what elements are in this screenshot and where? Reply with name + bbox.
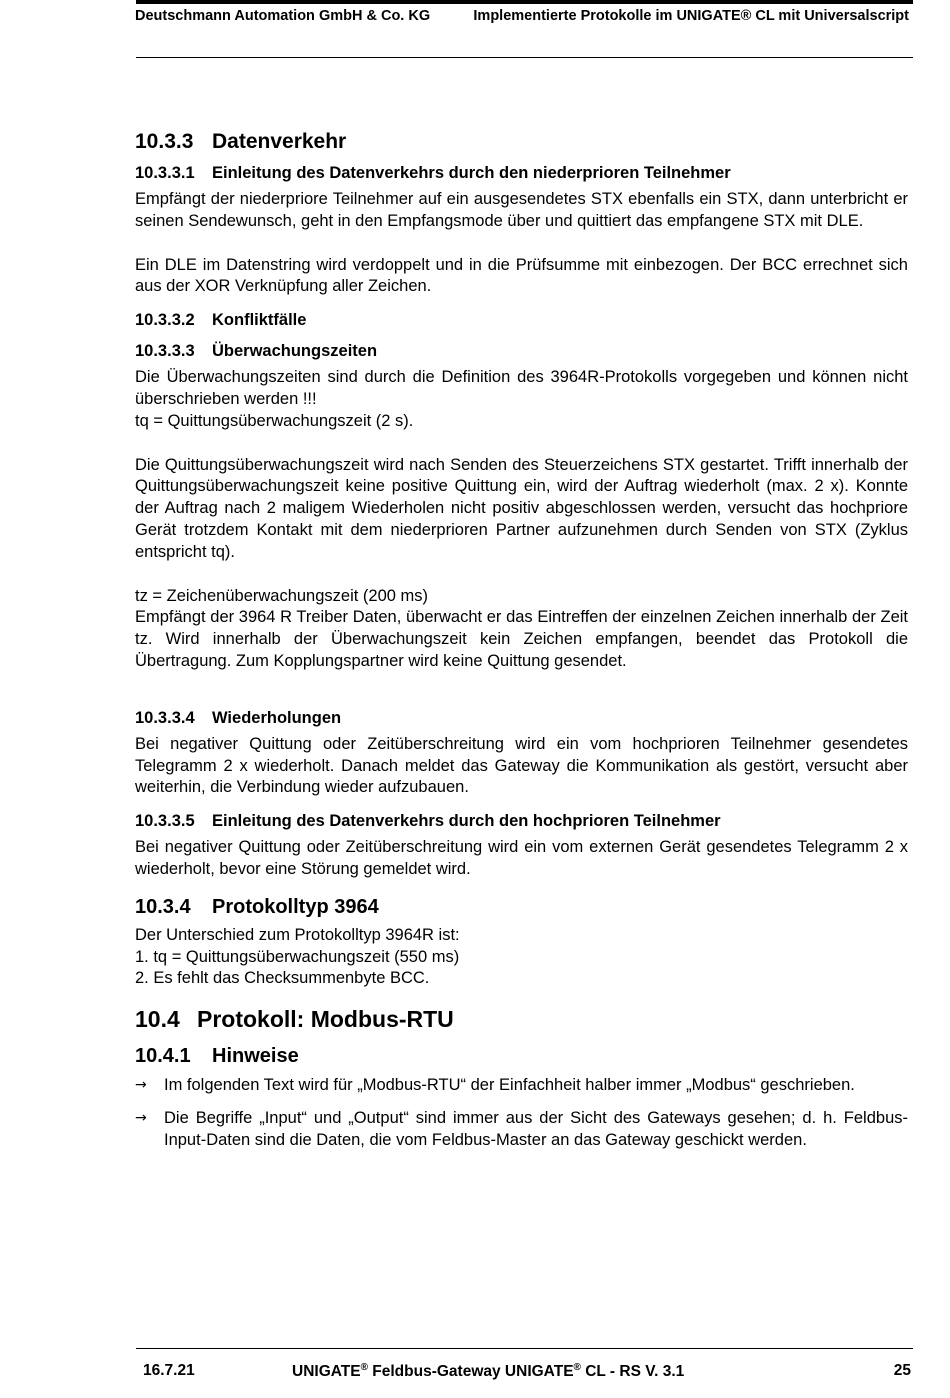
footer-title-part: Feldbus-Gateway UNIGATE [367, 1363, 574, 1381]
footer-title-part: CL - RS V. 3.1 [580, 1363, 685, 1381]
registered-mark: ® [360, 1362, 368, 1373]
heading-10-4 [135, 1004, 908, 1034]
paragraph: Die Quittungsüberwachungszeit wird nach Senden des Steuerzeichens STX gestartet. Trifft innerhalb der Quittungsüberwachungszeit keine positive Quittung ein, wird der Auftrag wiederholt (max. 2 x). Konnte der Auftrag nach 2 maligem Wiederholen nicht positiv abgeschlossen werden, versucht das hochpriore Gerät trotzdem Kontakt mit dem niederprioren Partner aufzunehmen durch Senden von STX (Zyklus entspricht tq). [135, 455, 908, 561]
page-number: 25 [893, 1362, 911, 1379]
heading-number: 10.4.1 [135, 1045, 191, 1068]
paragraph: Die Überwachungszeiten sind durch die Definition des 3964R-Protokolls vorgegeben und können nicht überschrieben werden !!! [135, 368, 908, 408]
heading-title: Einleitung des Datenverkehrs durch den hochprioren Teilnehmer [212, 812, 721, 831]
heading-10-3-3-5 [135, 810, 908, 832]
paragraph: Bei negativer Quittung oder Zeitüberschreitung wird ein vom externen Gerät gesendetes Telegramm 2 x wiederholt, bevor eine Störung gemeldet wird. [135, 838, 908, 878]
heading-number: 10.3.3.2 [135, 311, 195, 330]
footer-title-part: UNIGATE [292, 1363, 361, 1381]
heading-number: 10.3.3.3 [135, 342, 195, 361]
list-item-text: Die Begriffe „Input“ und „Output“ sind immer aus der Sicht des Gateways gesehen; d. h. Feldbus-Input-Daten sind die Daten, die vom Feldbus-Master an das Gateway geschickt werden. [164, 1108, 908, 1149]
heading-10-3-3-4 [135, 707, 908, 729]
paragraph: 1. tq = Quittungsüberwachungszeit (550 ms) [135, 947, 460, 966]
footer-date: 16.7.21 [143, 1362, 195, 1379]
right-arrow-icon: → [135, 1077, 147, 1094]
header-company: Deutschmann Automation GmbH & Co. KG [135, 8, 431, 24]
paragraph: tq = Quittungsüberwachungszeit (2 s). [135, 411, 414, 430]
list-item-text: Im folgenden Text wird für „Modbus-RTU“ der Einfachheit halber immer „Modbus“ geschrieben. [164, 1076, 855, 1095]
heading-title: Einleitung des Datenverkehrs durch den niederprioren Teilnehmer [212, 164, 731, 182]
heading-10-3-3-1 [135, 162, 908, 184]
list-item [135, 1075, 908, 1097]
heading-number: 10.3.4 [135, 895, 191, 918]
heading-title: Überwachungszeiten [212, 342, 378, 361]
heading-title: Wiederholungen [212, 708, 342, 727]
paragraph: Ein DLE im Datenstring wird verdoppelt und in die Prüfsumme mit einbezogen. Der BCC errechnet sich aus der XOR Verknüpfung aller Zeichen. [135, 255, 908, 296]
paragraph: tz = Zeichenüberwachungszeit (200 ms) [135, 586, 429, 605]
paragraph: Der Unterschied zum Protokolltyp 3964R ist: [135, 925, 460, 944]
heading-10-3-4 [135, 893, 908, 921]
heading-number: 10.3.3 [135, 130, 194, 153]
heading-number: 10.3.3.1 [135, 164, 195, 182]
heading-number: 10.4 [135, 1006, 180, 1033]
registered-mark: ® [573, 1362, 581, 1373]
heading-10-3-3 [135, 128, 908, 156]
heading-10-3-3-2 [135, 309, 908, 331]
list-item [135, 1108, 908, 1152]
heading-number: 10.3.3.4 [135, 708, 195, 727]
paragraph: Bei negativer Quittung oder Zeitüberschreitung wird ein vom hochprioren Teilnehmer gesendetes Telegramm 2 x wiederholt. Danach meldet das Gateway die Kommunikation als gestört, versucht aber weiterhin, die Verbindung wieder aufzubauen. [135, 734, 908, 797]
bullet-list [135, 1075, 908, 1151]
page-content [135, 128, 908, 1152]
header-doc-title: Implementierte Protokolle im UNIGATE® CL mit Universalscript [473, 8, 909, 24]
heading-title: Protokolltyp 3964 [212, 895, 379, 918]
heading-title: Hinweise [212, 1045, 299, 1068]
header-bottom-rule [136, 57, 913, 58]
paragraph: 2. Es fehlt das Checksummenbyte BCC. [135, 969, 430, 988]
right-arrow-icon: → [135, 1109, 147, 1126]
heading-number: 10.3.3.5 [135, 812, 195, 831]
footer-title [292, 1362, 684, 1381]
heading-title: Protokoll: Modbus-RTU [197, 1006, 454, 1033]
paragraph: Empfängt der 3964 R Treiber Daten, überwacht er das Eintreffen der einzelnen Zeichen innerhalb der Zeit tz. Wird innerhalb der Überwachungszeit kein Zeichen empfangen, beendet das Protokoll die Übertragung. Zum Kopplungspartner wird keine Quittung gesendet. [135, 608, 908, 670]
paragraph: Empfängt der niederpriore Teilnehmer auf ein ausgesendetes STX ebenfalls ein STX, dann unterbricht er seinen Sendewunsch, geht in den Empfangsmode über und quittiert das empfangene STX mit DLE. [135, 190, 908, 230]
heading-10-3-3-3 [135, 340, 908, 362]
heading-10-4-1 [135, 1042, 908, 1070]
heading-title: Datenverkehr [212, 130, 347, 153]
header-top-rule [136, 0, 913, 4]
heading-title: Konfliktfälle [212, 311, 307, 330]
footer-rule [136, 1348, 913, 1349]
